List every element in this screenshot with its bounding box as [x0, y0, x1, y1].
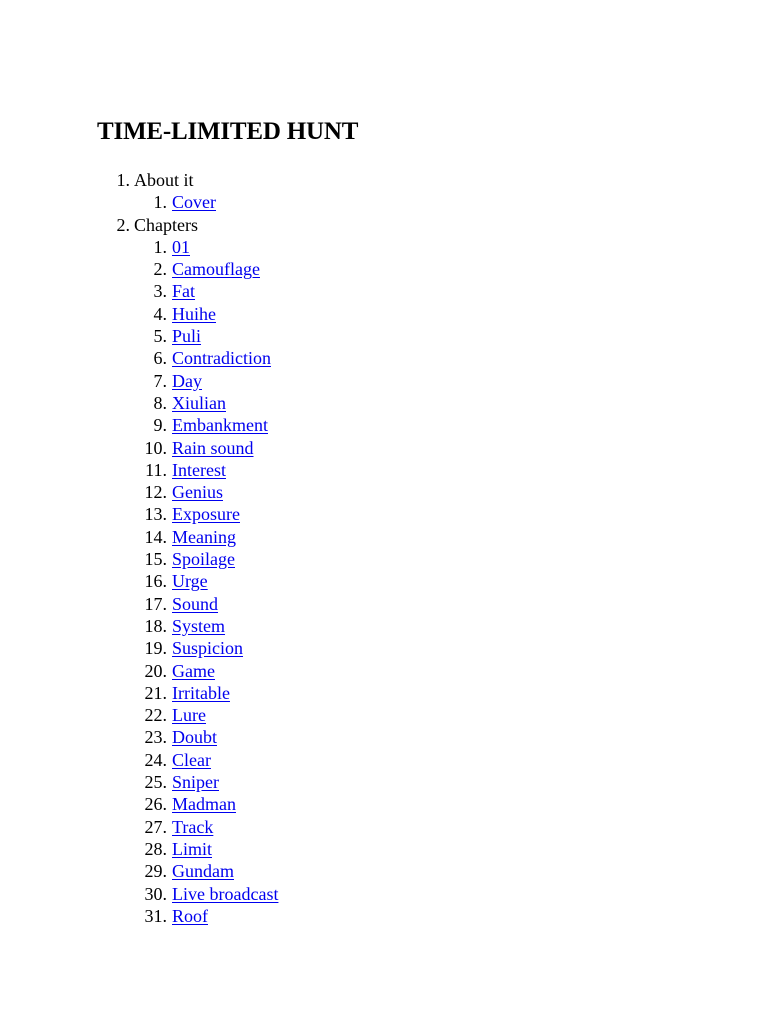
list-item	[0, 437, 700, 459]
toc-link[interactable]: Irritable	[172, 682, 230, 703]
toc-link[interactable]: Spoilage	[172, 549, 235, 570]
list-item	[0, 347, 700, 369]
toc-item-number: 13.	[144, 504, 167, 525]
toc-item-number: 1.	[153, 192, 167, 213]
toc-item-number: 14.	[144, 526, 167, 547]
toc-item-number: 5.	[153, 326, 167, 347]
toc-link[interactable]: Exposure	[172, 504, 240, 525]
toc-link[interactable]: Limit	[172, 838, 212, 859]
list-item	[0, 481, 700, 503]
toc-item-number: 26.	[144, 794, 167, 815]
list-item	[0, 905, 700, 927]
toc-link[interactable]: Suspicion	[172, 638, 244, 659]
toc-item-number: 11.	[145, 459, 167, 480]
toc-link[interactable]: Interest	[172, 459, 226, 480]
list-item	[0, 570, 700, 592]
toc-link[interactable]: Cover	[172, 192, 216, 213]
toc-item-number: 18.	[144, 615, 167, 636]
toc-item-number: 16.	[144, 571, 167, 592]
toc-item-number: 8.	[153, 392, 167, 413]
toc-link[interactable]: Roof	[172, 905, 208, 926]
toc-item-number: 17.	[144, 593, 167, 614]
toc-item-number: 9.	[153, 415, 167, 436]
toc-link[interactable]: Camouflage	[172, 259, 260, 280]
list-item	[0, 816, 700, 838]
toc-section-heading	[0, 169, 700, 191]
toc-section-number: 1.	[116, 170, 130, 190]
list-item	[0, 503, 700, 525]
list-item	[0, 704, 700, 726]
toc-item-number: 10.	[144, 437, 167, 458]
list-item	[0, 459, 700, 481]
toc-link[interactable]: Puli	[172, 326, 202, 347]
toc-section-number: 2.	[116, 214, 130, 235]
list-item	[0, 838, 700, 860]
toc-item-number: 31.	[144, 905, 167, 926]
toc-link[interactable]: Track	[172, 816, 214, 837]
list-item	[0, 236, 700, 258]
list-item	[0, 615, 700, 637]
toc-link[interactable]: 01	[172, 236, 190, 257]
toc-link[interactable]: Clear	[172, 749, 211, 770]
toc-link[interactable]: Meaning	[172, 526, 236, 547]
toc-item-number: 15.	[144, 549, 167, 570]
toc-item-number: 19.	[144, 638, 167, 659]
toc-link[interactable]: System	[172, 615, 226, 636]
toc-link[interactable]: Live broadcast	[172, 883, 279, 904]
toc-link[interactable]: Lure	[172, 705, 206, 726]
toc-item-number: 27.	[144, 816, 167, 837]
toc-item-number: 12.	[144, 482, 167, 503]
toc-item-number: 21.	[144, 682, 167, 703]
list-item	[0, 258, 700, 280]
list-item	[0, 325, 700, 347]
toc-section	[0, 169, 700, 214]
toc-item-number: 4.	[153, 303, 167, 324]
toc-item-number: 30.	[144, 883, 167, 904]
list-item	[0, 414, 700, 436]
toc-link[interactable]: Embankment	[172, 415, 268, 436]
list-item	[0, 726, 700, 748]
toc-chapter-list	[0, 191, 700, 213]
toc-link[interactable]: Doubt	[172, 727, 217, 748]
toc-item-number: 25.	[144, 772, 167, 793]
toc-link[interactable]: Rain sound	[172, 437, 254, 458]
list-item	[0, 883, 700, 905]
toc-item-number: 22.	[144, 705, 167, 726]
list-item	[0, 191, 700, 213]
toc-link[interactable]: Sniper	[172, 772, 219, 793]
list-item	[0, 682, 700, 704]
list-item	[0, 793, 700, 815]
list-item	[0, 660, 700, 682]
toc-link[interactable]: Gundam	[172, 861, 234, 882]
toc-item-number: 29.	[144, 861, 167, 882]
toc-link[interactable]: Day	[172, 370, 202, 391]
list-item	[0, 526, 700, 548]
list-item	[0, 303, 700, 325]
toc-section	[0, 214, 700, 928]
table-of-contents	[0, 169, 700, 927]
toc-item-number: 2.	[153, 259, 167, 280]
toc-link[interactable]: Huihe	[172, 303, 216, 324]
toc-item-number: 3.	[153, 281, 167, 302]
toc-item-number: 20.	[144, 660, 167, 681]
toc-item-number: 24.	[144, 749, 167, 770]
list-item	[0, 280, 700, 302]
list-item	[0, 860, 700, 882]
toc-link[interactable]: Contradiction	[172, 348, 271, 369]
toc-link[interactable]: Madman	[172, 794, 236, 815]
toc-item-number: 1.	[153, 236, 167, 257]
toc-section-label: Chapters	[134, 214, 198, 235]
list-item	[0, 392, 700, 414]
list-item	[0, 637, 700, 659]
toc-section-label: About it	[134, 170, 194, 190]
list-item	[0, 593, 700, 615]
list-item	[0, 548, 700, 570]
toc-item-number: 6.	[153, 348, 167, 369]
list-item	[0, 771, 700, 793]
toc-item-number: 7.	[153, 370, 167, 391]
book-title: TIME-LIMITED HUNT	[97, 118, 359, 145]
list-item	[0, 370, 700, 392]
toc-item-number: 28.	[144, 838, 167, 859]
list-item	[0, 749, 700, 771]
toc-section-heading	[0, 214, 700, 236]
toc-chapter-list	[0, 236, 700, 927]
toc-link[interactable]: Urge	[172, 571, 208, 592]
toc-item-number: 23.	[144, 727, 167, 748]
toc-link[interactable]: Xiulian	[172, 392, 226, 413]
toc-section-list	[0, 169, 700, 927]
toc-link[interactable]: Fat	[172, 281, 196, 302]
toc-link[interactable]: Sound	[172, 593, 219, 614]
toc-link[interactable]: Genius	[172, 482, 223, 503]
toc-link[interactable]: Game	[172, 660, 215, 681]
